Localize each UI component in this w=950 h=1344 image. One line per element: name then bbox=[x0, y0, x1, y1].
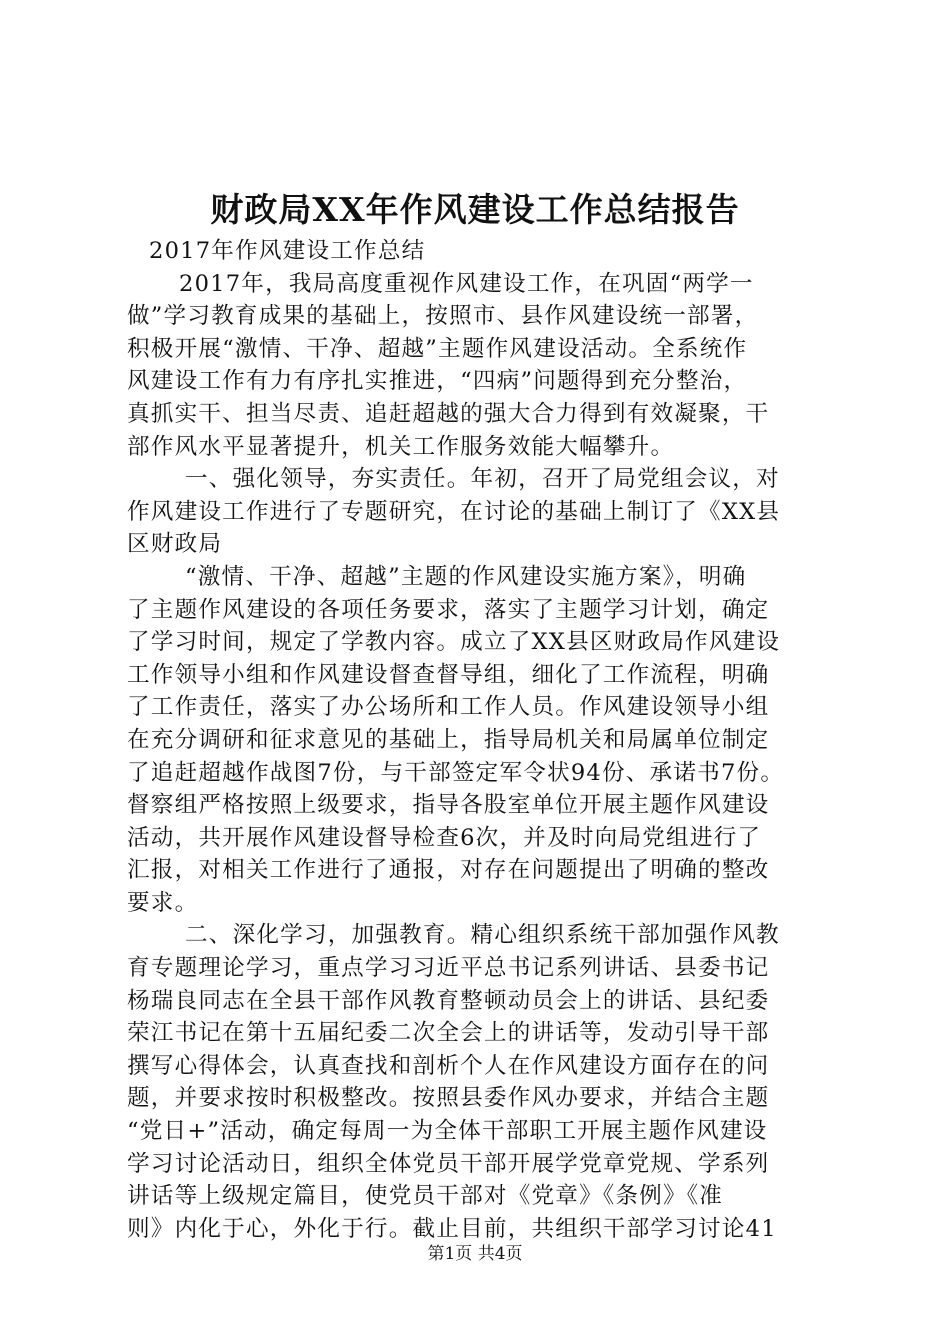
paragraph-line: 讲话等上级规定篇目，使党员干部对《党章》《条例》《准 bbox=[127, 1183, 724, 1210]
paragraph-line: 真抓实干、担当尽责、追赶超越的强大合力得到有效凝聚，干 bbox=[127, 400, 770, 427]
paragraph-line: 杨瑞良同志在全县干部作风教育整顿动员会上的讲话、县纪委 bbox=[127, 987, 770, 1014]
document-title: 财政局XX年作风建设工作总结报告 bbox=[210, 190, 740, 229]
paragraph-line: “党日+”活动，确定每周一为全体干部职工开展主题作风建设 bbox=[127, 1118, 768, 1145]
paragraph-line: 了主题作风建设的各项任务要求，落实了主题学习计划，确定 bbox=[127, 596, 770, 623]
paragraph-line: 区财政局 bbox=[127, 531, 223, 558]
paragraph-line: 作风建设工作进行了专题研究，在讨论的基础上制订了《XX县 bbox=[127, 498, 781, 525]
paragraph-line: 积极开展“激情、干净、超越”主题作风建设活动。全系统作 bbox=[127, 335, 748, 362]
page-number: 第1页 共4页 bbox=[427, 1244, 523, 1264]
paragraph-line: 题，并要求按时积极整改。按照县委作风办要求，并结合主题 bbox=[127, 1085, 770, 1112]
paragraph-line: 了追赶超越作战图7份，与干部签定军令状94份、承诺书7份。 bbox=[127, 759, 785, 786]
paragraph-line: 部作风水平显著提升，机关工作服务效能大幅攀升。 bbox=[127, 433, 675, 460]
paragraph-line: “激情、干净、超越”主题的作风建设实施方案》，明确 bbox=[185, 563, 747, 590]
paragraph-line: 了工作责任，落实了办公场所和工作人员。作风建设领导小组 bbox=[127, 694, 770, 721]
paragraph-line: 2017年，我局高度重视作风建设工作，在巩固“两学一 bbox=[179, 270, 754, 297]
paragraph-line: 汇报，对相关工作进行了通报，对存在问题提出了明确的整改 bbox=[127, 857, 770, 884]
paragraph-line: 了学习时间，规定了学教内容。成立了XX县区财政局作风建设 bbox=[127, 629, 781, 656]
paragraph-line: 风建设工作有力有序扎实推进，“四病”问题得到充分整治， bbox=[127, 368, 748, 395]
paragraph-line: 活动，共开展作风建设督导检查6次，并及时向局党组进行了 bbox=[127, 824, 762, 851]
paragraph-line: 则》内化于心，外化于行。截止目前，共组织干部学习讨论41 bbox=[127, 1215, 777, 1242]
paragraph-line: 学习讨论活动日，组织全体党员干部开展学党章党规、学系列 bbox=[127, 1150, 770, 1177]
paragraph-line: 荣江书记在第十五届纪委二次全会上的讲话等，发动引导干部 bbox=[127, 1020, 770, 1047]
paragraph-line: 在充分调研和征求意见的基础上，指导局机关和局属单位制定 bbox=[127, 726, 770, 753]
paragraph-line: 一、强化领导，夯实责任。年初，召开了局党组会议，对 bbox=[185, 466, 780, 493]
paragraph-line: 二、深化学习，加强教育。精心组织系统干部加强作风教 bbox=[185, 922, 780, 949]
paragraph-line: 做”学习教育成果的基础上，按照市、县作风建设统一部署， bbox=[127, 303, 759, 330]
paragraph-line: 要求。 bbox=[127, 889, 199, 916]
paragraph-line: 督察组严格按照上级要求，指导各股室单位开展主题作风建设 bbox=[127, 792, 770, 819]
paragraph-line: 育专题理论学习，重点学习习近平总书记系列讲话、县委书记 bbox=[127, 955, 770, 982]
paragraph-line: 工作领导小组和作风建设督查督导组，细化了工作流程，明确 bbox=[127, 661, 770, 688]
document-body bbox=[127, 235, 827, 1245]
subtitle-line: 2017年作风建设工作总结 bbox=[149, 238, 426, 264]
paragraph-line: 撰写心得体会，认真查找和剖析个人在作风建设方面存在的问 bbox=[127, 1052, 770, 1079]
